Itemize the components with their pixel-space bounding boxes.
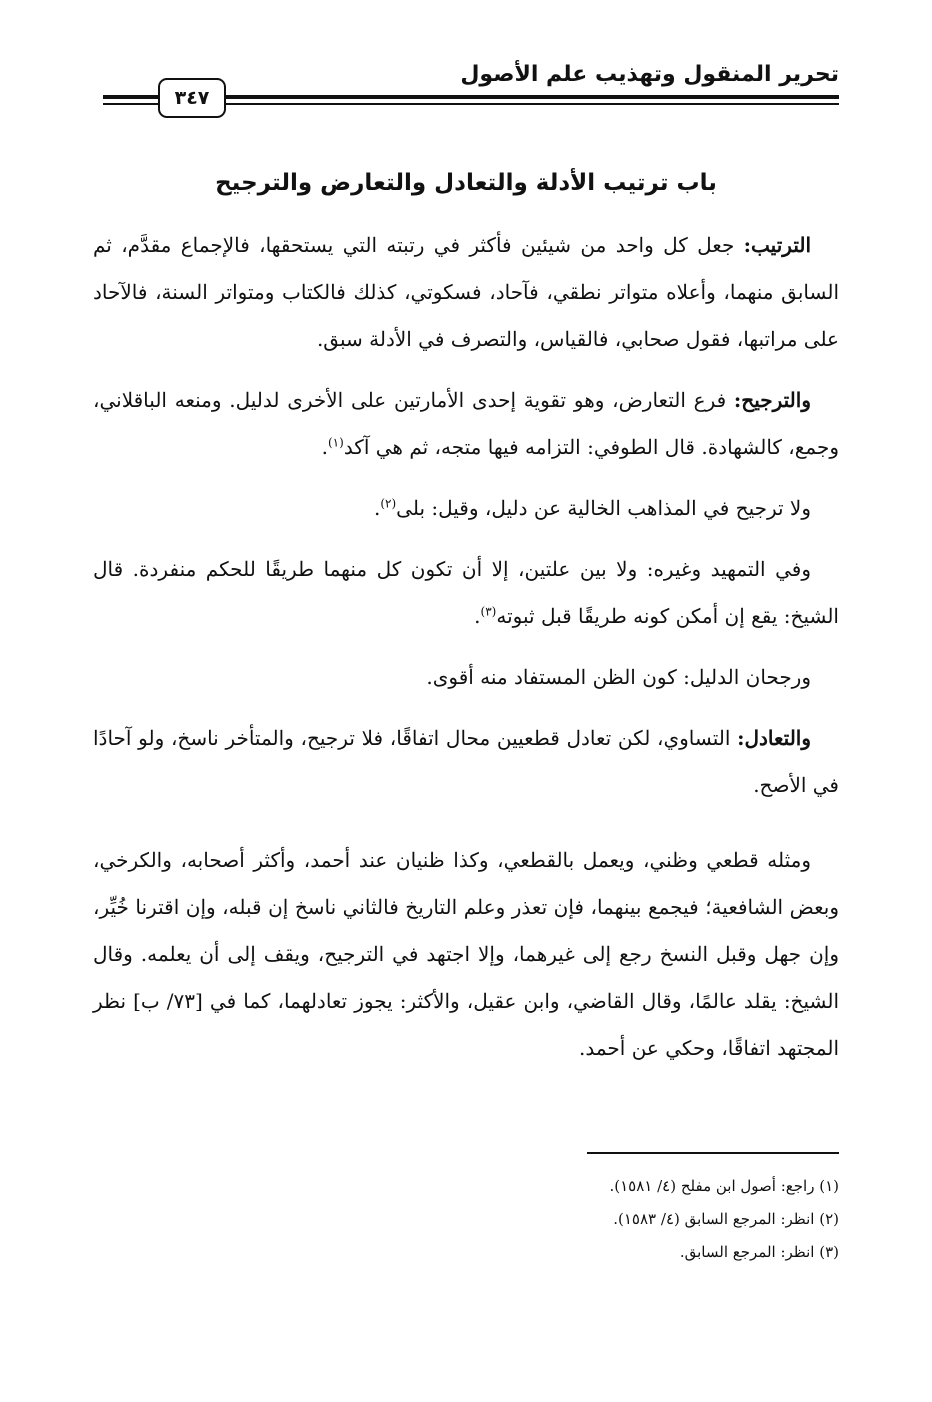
footnote-separator [587, 1152, 839, 1154]
footnote-1: (١) راجع: أصول ابن مفلح (٤/ ١٥٨١). [609, 1177, 839, 1195]
footnotes [93, 1170, 839, 1269]
paragraph-tail: . [321, 435, 328, 459]
paragraph-tarteeb [93, 222, 839, 363]
paragraph-text: جعل كل واحد من شيئين فأكثر في رتبته التي يستحقها، فالإجماع مقدَّم، ثم السابق منهما، وأعلاه متواتر نطقي، فآحاد، فسكوتي، كذلك فالكتاب ومتواتر السنة، فالآحاد على مراتبها، فقول صحابي، فالقياس، والتصرف في الأدلة سبق. [93, 233, 839, 351]
page-number-badge: ٣٤٧ [158, 78, 226, 118]
term-label: والترجيح: [733, 388, 811, 412]
paragraph-no-tarjeeh [93, 485, 839, 532]
chapter-title: باب ترتيب الأدلة والتعادل والتعارض والترجيح [215, 170, 717, 196]
paragraph-tail: . [373, 496, 381, 520]
footnote-ref[interactable]: (٣) [480, 604, 497, 619]
paragraph-text: ورجحان الدليل: كون الظن المستفاد منه أقوى. [426, 665, 811, 689]
paragraph-mithluh [93, 837, 839, 1072]
paragraph-taadul [93, 715, 839, 809]
paragraph-tail: . [474, 604, 481, 628]
footnote-3: (٣) انظر: المرجع السابق. [679, 1243, 839, 1261]
footnote-ref[interactable]: (١) [327, 435, 344, 450]
paragraph-rujhan [93, 654, 839, 701]
paragraph-tarjeeh [93, 377, 839, 471]
main-text [93, 222, 839, 1086]
paragraph-tamheed [93, 546, 839, 640]
footnote-ref[interactable]: (٢) [380, 496, 397, 511]
paragraph-text: وفي التمهيد وغيره: ولا بين علتين، إلا أن تكون كل منهما طريقًا للحكم منفردة. قال الشيخ: يقع إن أمكن كونه طريقًا قبل ثبوته [93, 557, 839, 628]
paragraph-text: التساوي، لكن تعادل قطعيين محال اتفاقًا، فلا ترجيح، والمتأخر ناسخ، ولو آحادًا في الأصح. [93, 726, 839, 797]
term-label: والتعادل: [737, 726, 811, 750]
running-header: تحرير المنقول وتهذيب علم الأصول [460, 62, 839, 87]
paragraph-text: ولا ترجيح في المذاهب الخالية عن دليل، وقيل: بلى [396, 496, 811, 520]
paragraph-text: ومثله قطعي وظني، ويعمل بالقطعي، وكذا ظنيان عند أحمد، وأكثر أصحابه، والكرخي، وبعض الشافعية؛ فيجمع بينهما، فإن تعذر وعلم التاريخ فالثاني ناسخ إن قبله، وإن اقترنا خُيِّر، وإن جهل وقبل النسخ رجع إلى غيرهما، وإلا اجتهد في الترجيح، ويقف إلى أن يعلمه. وقال الشيخ: يقلد عالمًا، وقال القاضي، وابن عقيل، والأكثر: يجوز تعادلهما، كما في [٧٣/ ب] نظر المجتهد اتفاقًا، وحكي عن أحمد. [93, 848, 839, 1060]
footnote-2: (٢) انظر: المرجع السابق (٤/ ١٥٨٣). [613, 1210, 839, 1228]
term-label: الترتيب: [743, 233, 811, 257]
paragraph-text: فرع التعارض، وهو تقوية إحدى الأمارتين على الأخرى لدليل. ومنعه الباقلاني، وجمع، كالشهادة. قال الطوفي: التزامه فيها متجه، ثم هي آكد [93, 388, 839, 459]
